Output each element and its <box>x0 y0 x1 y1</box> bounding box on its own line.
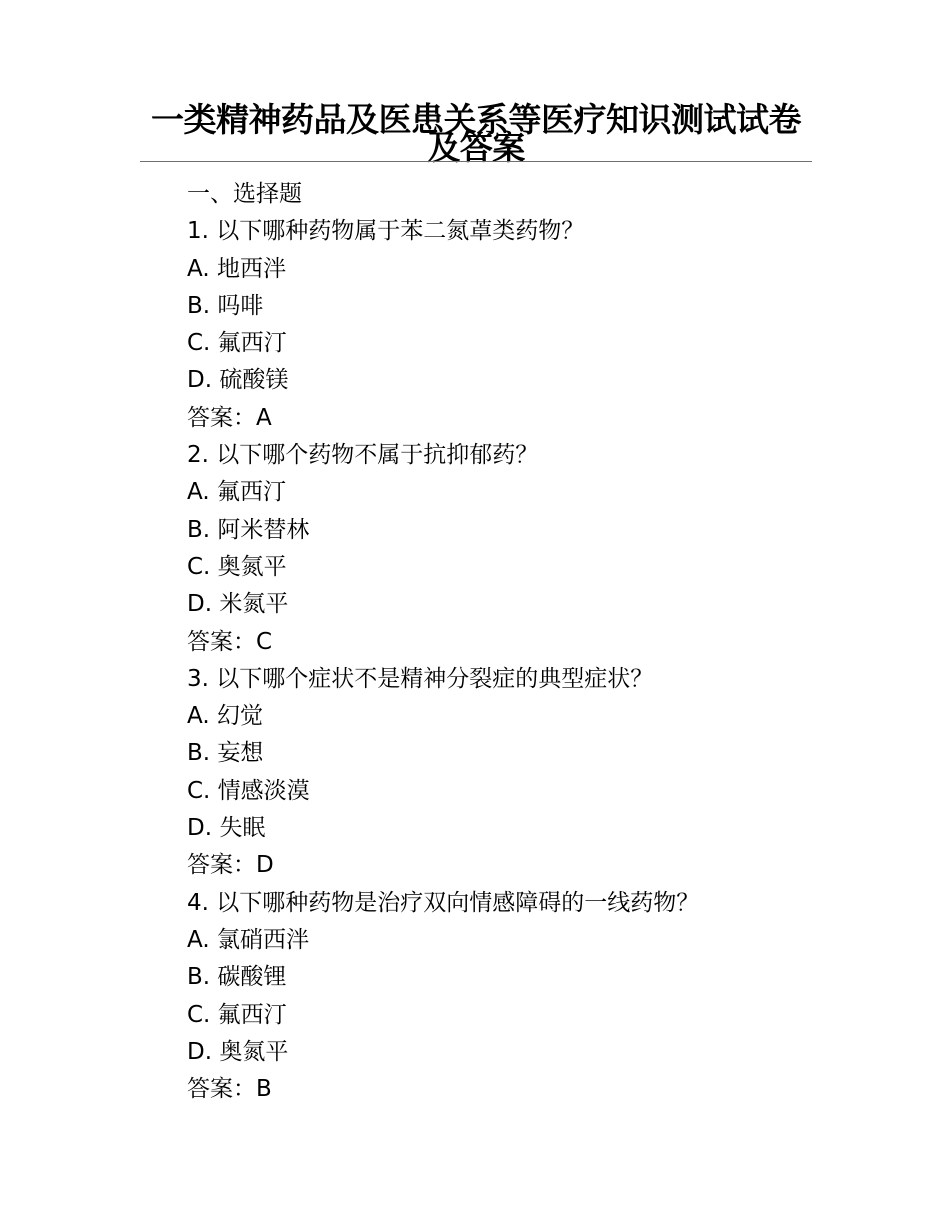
option-d: D. 失眠 <box>187 815 266 842</box>
document-title: 一类精神药品及医患关系等医疗知识测试试卷及答案 <box>151 100 801 167</box>
option-b: B. 阿米替林 <box>187 516 310 543</box>
question-text: 1. 以下哪种药物属于苯二氮䓬类药物？ <box>187 218 585 245</box>
title-underline <box>140 161 812 162</box>
option-d: D. 硫酸镁 <box>187 367 289 394</box>
question-block-1 <box>187 213 827 437</box>
option-b: B. 碳酸锂 <box>187 964 287 991</box>
option-b: B. 吗啡 <box>187 292 264 319</box>
question-text: 4. 以下哪种药物是治疗双向情感障碍的一线药物？ <box>187 889 700 916</box>
question-text: 3. 以下哪个症状不是精神分裂症的典型症状？ <box>187 665 654 692</box>
option-c: C. 情感淡漠 <box>187 777 310 804</box>
option-d: D. 米氮平 <box>187 591 289 618</box>
option-a: A. 地西泮 <box>187 255 286 282</box>
option-a: A. 幻觉 <box>187 703 263 730</box>
answer-line: 答案：A <box>187 404 272 431</box>
question-block-3 <box>187 661 827 885</box>
answer-line: 答案：D <box>187 852 274 879</box>
document-body <box>187 176 827 1108</box>
answer-line: 答案：B <box>187 1076 272 1103</box>
option-a: A. 氯硝西泮 <box>187 926 309 953</box>
option-c: C. 奥氮平 <box>187 553 287 580</box>
answer-line: 答案：C <box>187 628 273 655</box>
option-d: D. 奥氮平 <box>187 1038 289 1065</box>
question-block-4 <box>187 885 827 1109</box>
option-c: C. 氟西汀 <box>187 330 287 357</box>
option-b: B. 妄想 <box>187 740 264 767</box>
option-a: A. 氟西汀 <box>187 479 286 506</box>
question-text: 2. 以下哪个药物不属于抗抑郁药？ <box>187 442 539 469</box>
option-c: C. 氟西汀 <box>187 1001 287 1028</box>
section-heading: 一、选择题 <box>187 181 302 207</box>
question-block-2 <box>187 437 827 661</box>
